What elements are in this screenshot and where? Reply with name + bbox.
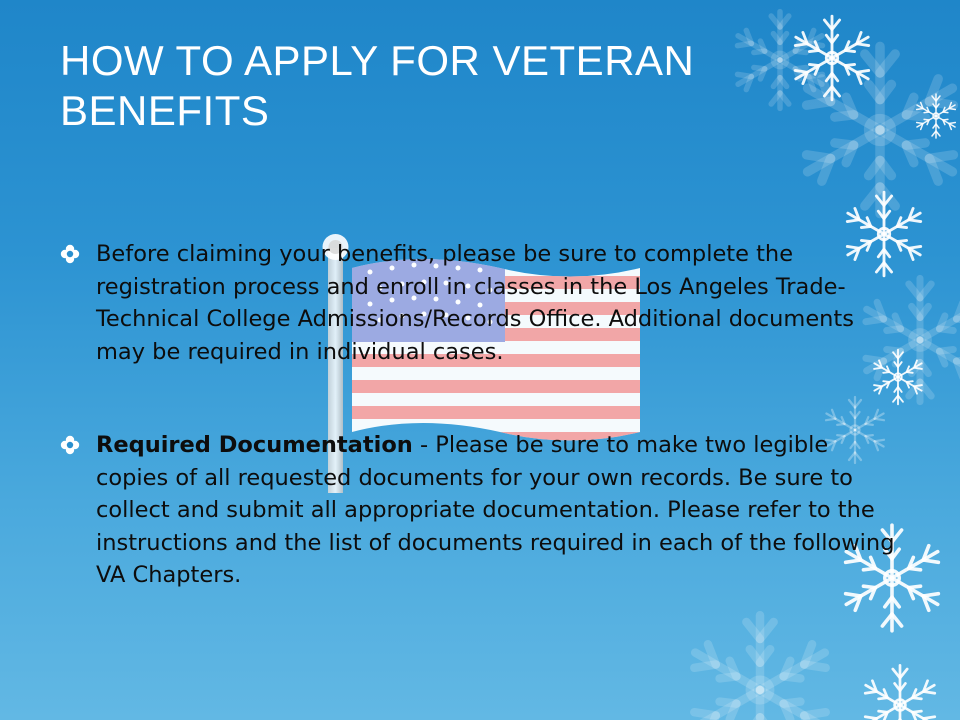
bullet-item	[60, 429, 900, 592]
bullet-flower-icon	[60, 435, 80, 455]
bullet-flower-icon	[60, 244, 80, 264]
bullet-text	[96, 238, 900, 368]
slide-title: HOW TO APPLY FOR VETERAN BENEFITS	[60, 37, 695, 134]
bullet-bold: Required Documentation	[96, 432, 413, 458]
bullet-body: - Please be sure to make two legible copies of all requested documents for your own records. Be sure to collect and submit all appropriate documentation. Please refer to the instructions and the list of documents required in each of the following VA Chapters.	[96, 432, 895, 588]
snowflake-icon	[862, 665, 938, 720]
bullet-item	[60, 238, 900, 368]
snowflake-icon	[688, 615, 831, 720]
bullet-text	[96, 429, 900, 592]
bullet-body: Before claiming your benefits, please be sure to complete the registration process and enroll in classes in the Los Angeles Trade-Technical College Admissions/Records Office. Additional documents may be required in individual cases.	[96, 241, 854, 365]
